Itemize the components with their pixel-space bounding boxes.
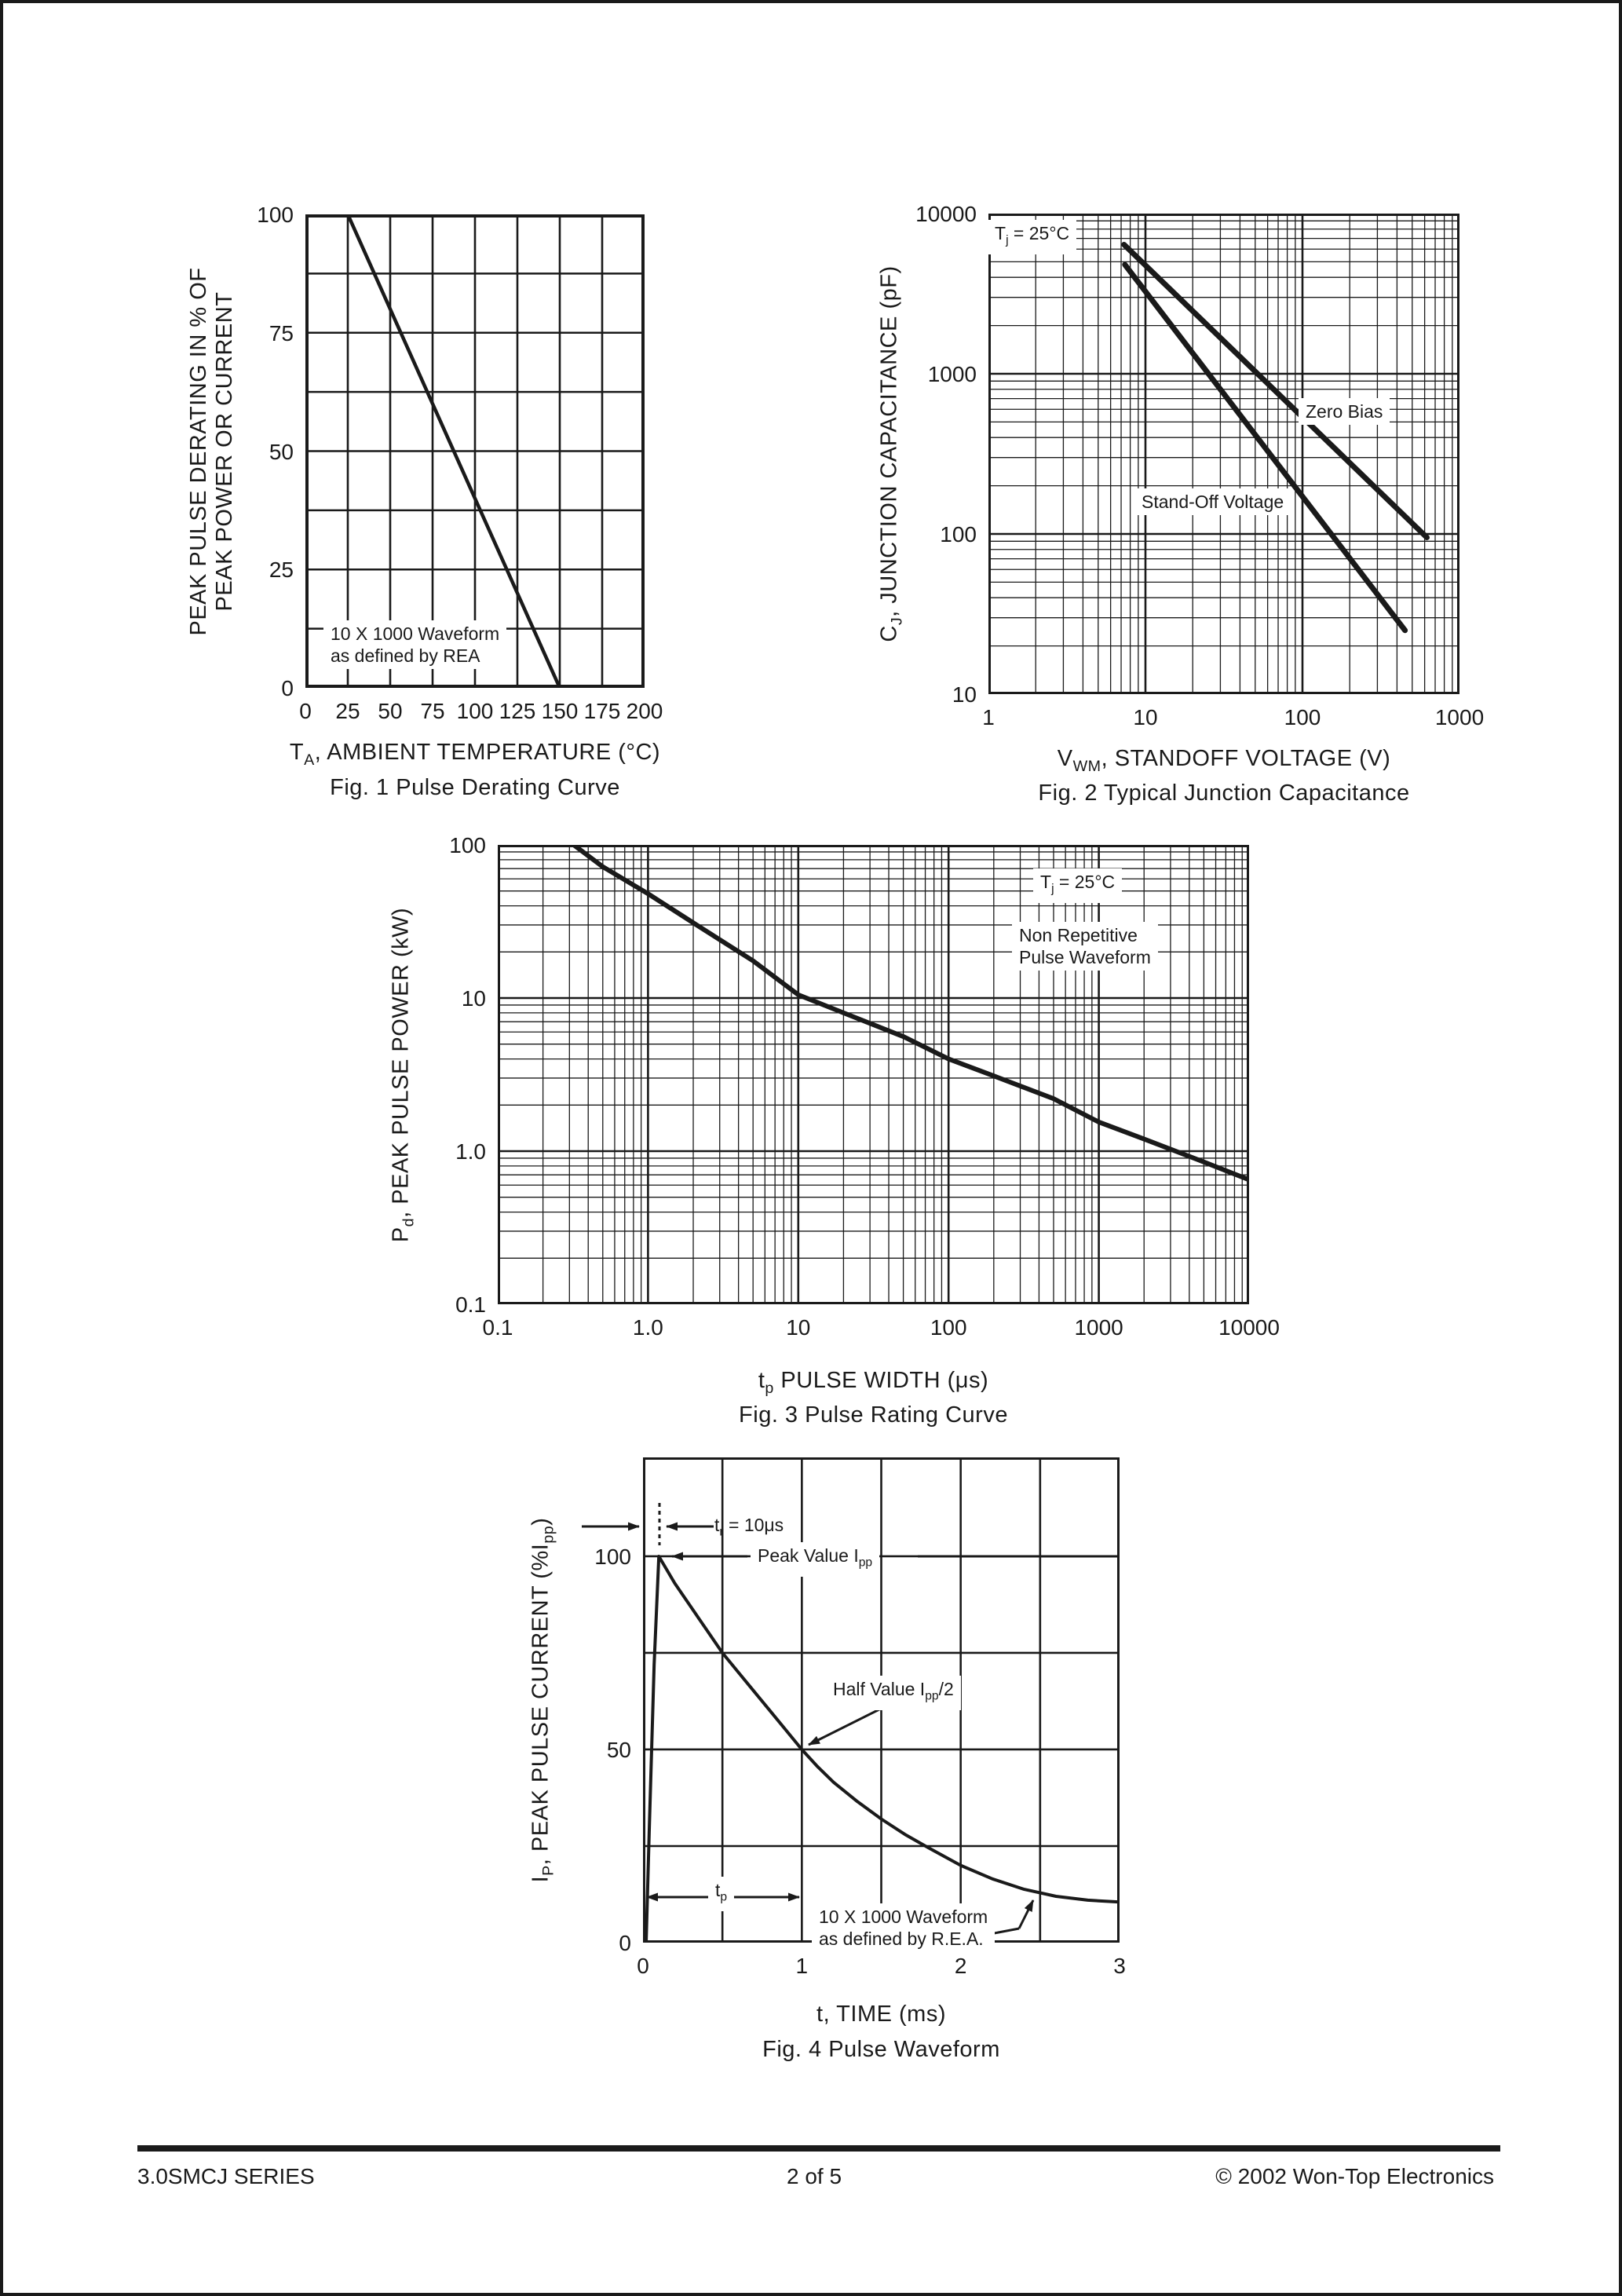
- fig4-annotation-2: [826, 1676, 961, 1710]
- fig1-x-tick-150: 150: [541, 699, 579, 723]
- fig2-x-tick-100: 100: [1284, 705, 1321, 729]
- label-part: d: [400, 1217, 418, 1227]
- fig4-annotation-0: [714, 1514, 784, 1544]
- fig1-y-tick-0: 0: [281, 676, 294, 700]
- label-part: J: [888, 616, 906, 626]
- label-part: P: [388, 1226, 414, 1242]
- fig2-y-tick-100: 100: [940, 522, 977, 547]
- fig2-y-axis-label: [877, 265, 911, 642]
- label-part: p: [765, 1379, 774, 1397]
- label-part: ): [528, 1517, 553, 1526]
- fig2-plot-area: [988, 214, 1459, 694]
- fig1-y-tick-50: 50: [269, 439, 294, 464]
- label-part: , PEAK PULSE POWER (kW): [388, 907, 414, 1218]
- label-part: pp: [858, 1556, 873, 1570]
- label-part: t: [714, 1515, 720, 1535]
- fig2-y-tick-1000: 1000: [927, 362, 977, 386]
- fig2-annotation-2: [1134, 488, 1291, 515]
- fig3-x-axis-label: [758, 1368, 988, 1398]
- fig1-y-axis-label: PEAK PULSE DERATING IN % OF PEAK POWER OR CURRENT: [186, 266, 237, 636]
- label-part: pp: [925, 1689, 939, 1703]
- fig4-caption: Fig. 4 Pulse Waveform: [762, 2037, 1000, 2062]
- fig3-plot-area: [498, 845, 1249, 1304]
- fig2-annotation-1: [1299, 398, 1390, 425]
- fig1-caption: Fig. 1 Pulse Derating Curve: [330, 775, 620, 800]
- label-part: I: [528, 1875, 553, 1883]
- fig4-y-tick-100: 100: [594, 1544, 631, 1569]
- label-part: Peak Value I: [758, 1545, 859, 1566]
- label-part: Zero Bias: [1306, 401, 1383, 422]
- fig3-y-tick-100: 100: [449, 833, 486, 857]
- fig1-x-tick-100: 100: [456, 699, 494, 723]
- fig1-y-tick-100: 100: [257, 203, 294, 227]
- fig3-x-tick-10: 10: [786, 1315, 811, 1340]
- footer-copyright: © 2002 Won-Top Electronics: [1215, 2164, 1494, 2188]
- fig1-plot-area: [305, 214, 645, 688]
- label-part: pp: [539, 1525, 557, 1544]
- footer-series-name: 3.0SMCJ SERIES: [137, 2164, 315, 2188]
- fig1-y-tick-25: 25: [269, 558, 294, 583]
- fig2-x-tick-1: 1: [982, 705, 995, 729]
- label-part: T: [1040, 872, 1052, 892]
- fig1-x-tick-200: 200: [626, 699, 663, 723]
- fig1-x-tick-175: 175: [583, 699, 621, 723]
- label-part: p: [720, 1890, 728, 1904]
- fig1-x-tick-25: 25: [335, 699, 360, 723]
- fig4-y-axis-label: [528, 1518, 562, 1883]
- label-part: = 25°C: [1054, 872, 1116, 892]
- fig3-annotation-0: [1033, 868, 1122, 903]
- label-part: , JUNCTION CAPACITANCE (pF): [876, 265, 902, 617]
- fig1-x-tick-75: 75: [420, 699, 445, 723]
- fig4-x-axis-label: [816, 2002, 946, 2027]
- fig2-x-axis-label: [1058, 746, 1391, 776]
- fig2-caption: Fig. 2 Typical Junction Capacitance: [1038, 781, 1410, 806]
- label-part: as defined by R.E.A.: [819, 1929, 984, 1949]
- label-part: Stand-Off Voltage: [1142, 492, 1284, 512]
- label-part: T: [995, 223, 1006, 243]
- label-part: 10 X 1000 Waveform: [331, 623, 500, 644]
- fig1-x-axis-label: [290, 740, 660, 770]
- fig4-y-tick-50: 50: [606, 1737, 631, 1762]
- fig3-x-tick-0.1: 0.1: [482, 1315, 513, 1340]
- fig3-x-tick-100: 100: [930, 1315, 967, 1340]
- label-part: r: [719, 1525, 724, 1539]
- label-part: T: [289, 740, 305, 765]
- fig3-y-tick-0.1: 0.1: [455, 1292, 486, 1317]
- fig3-x-tick-1000: 1000: [1074, 1315, 1123, 1340]
- fig3-x-tick-10000: 10000: [1218, 1315, 1280, 1340]
- fig4-x-tick-1: 1: [795, 1954, 809, 1978]
- label-part: 10 X 1000 Waveform: [819, 1907, 988, 1927]
- fig2-y-tick-10000: 10000: [915, 202, 977, 226]
- label-part: = 25°C: [1008, 223, 1070, 243]
- fig3-y-tick-1.0: 1.0: [455, 1139, 486, 1164]
- fig3-y-axis-label: [389, 907, 422, 1241]
- footer-page-number: 2 of 5: [786, 2164, 842, 2188]
- fig2-x-tick-10: 10: [1133, 705, 1158, 729]
- fig2-annotation-0: [988, 220, 1076, 254]
- fig4-x-tick-2: 2: [954, 1954, 967, 1978]
- label-part: t: [715, 1880, 721, 1900]
- fig1-annotation-0: [323, 620, 506, 669]
- fig3-annotation-1: [1012, 922, 1158, 971]
- label-part: Half Value I: [833, 1679, 926, 1699]
- label-part: , STANDOFF VOLTAGE (V): [1101, 746, 1391, 771]
- label-part: = 10μs: [723, 1515, 784, 1535]
- fig2-x-tick-1000: 1000: [1434, 705, 1485, 729]
- label-part: P: [539, 1865, 557, 1876]
- fig1-x-tick-0: 0: [299, 699, 312, 723]
- label-part: t, TIME (ms): [816, 2002, 946, 2027]
- fig1-y-tick-75: 75: [269, 320, 294, 345]
- label-part: A: [304, 751, 315, 769]
- label-part: WM: [1072, 757, 1101, 775]
- stand-off-voltage-line: [1125, 265, 1405, 631]
- fig4-annotation-3: [708, 1877, 734, 1911]
- label-part: PULSE WIDTH (μs): [773, 1368, 989, 1393]
- fig3-y-tick-10: 10: [461, 986, 486, 1011]
- fig4-annotation-4: [812, 1903, 995, 1952]
- label-part: Non Repetitive: [1019, 925, 1138, 945]
- label-part: , AMBIENT TEMPERATURE (°C): [314, 740, 661, 765]
- fig4-y-tick-0: 0: [619, 1931, 631, 1955]
- label-part: t: [758, 1368, 765, 1393]
- fig4-x-tick-3: 3: [1113, 1954, 1126, 1978]
- fig4-x-tick-0: 0: [637, 1954, 649, 1978]
- label-part: j: [1051, 882, 1054, 896]
- fig4-annotation-1: [751, 1542, 879, 1577]
- label-part: j: [1006, 233, 1009, 247]
- label-part: , PEAK PULSE CURRENT (%I: [528, 1543, 553, 1866]
- label-part: /2: [938, 1679, 954, 1699]
- label-part: Pulse Waveform: [1019, 947, 1151, 967]
- fig1-x-tick-50: 50: [378, 699, 403, 723]
- fig3-caption: Fig. 3 Pulse Rating Curve: [739, 1402, 1008, 1428]
- footer-divider: [137, 2145, 1500, 2152]
- label-part: C: [876, 625, 902, 642]
- fig3-x-tick-1.0: 1.0: [632, 1315, 663, 1340]
- label-part: V: [1057, 746, 1073, 771]
- fig1-x-tick-125: 125: [499, 699, 536, 723]
- label-part: as defined by REA: [331, 645, 480, 666]
- fig2-y-tick-10: 10: [952, 682, 977, 707]
